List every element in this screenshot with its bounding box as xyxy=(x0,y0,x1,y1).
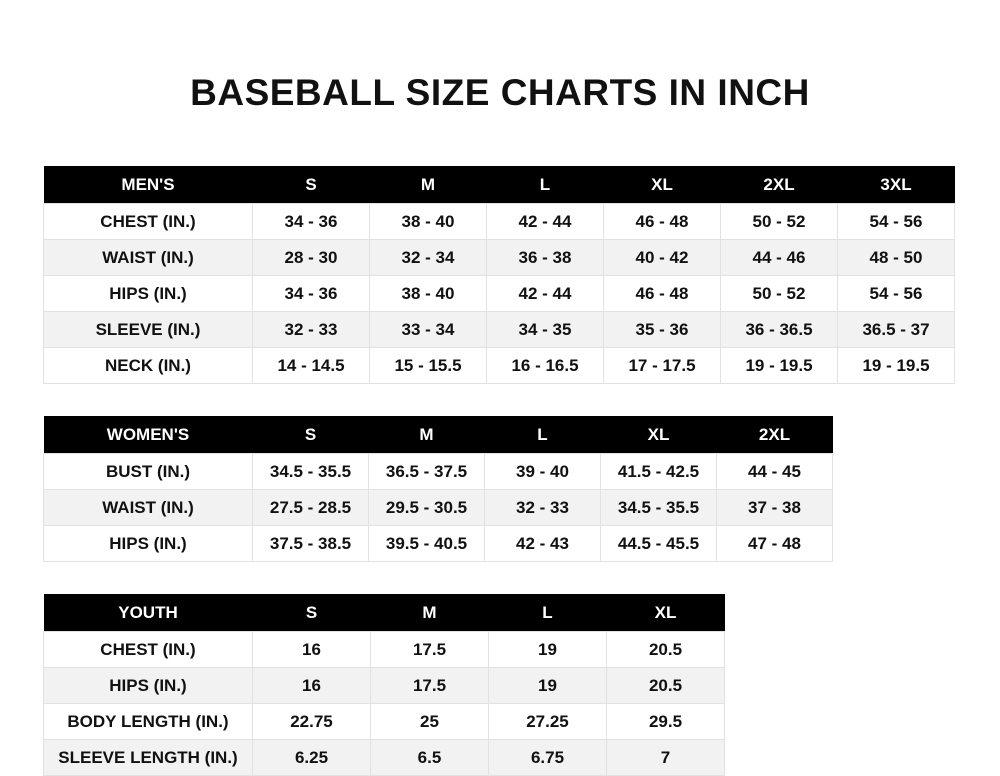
cell-value: 20.5 xyxy=(607,632,725,668)
cell-value: 42 - 44 xyxy=(487,276,604,312)
cell-value: 7 xyxy=(607,740,725,776)
youth-table-body xyxy=(44,632,725,776)
cell-value: 27.25 xyxy=(489,704,607,740)
cell-value: 19 - 19.5 xyxy=(838,348,955,384)
cell-value: 34 - 35 xyxy=(487,312,604,348)
cell-value: 17.5 xyxy=(371,632,489,668)
row-label: CHEST (IN.) xyxy=(44,204,253,240)
table-header-row xyxy=(44,416,833,454)
cell-value: 44.5 - 45.5 xyxy=(601,526,717,562)
cell-value: 34.5 - 35.5 xyxy=(253,454,369,490)
cell-value: 44 - 45 xyxy=(717,454,833,490)
cell-value: 19 - 19.5 xyxy=(721,348,838,384)
womens-header-s: S xyxy=(253,416,369,454)
table-header-row xyxy=(44,166,955,204)
charts-container xyxy=(0,166,1000,776)
cell-value: 36.5 - 37.5 xyxy=(369,454,485,490)
cell-value: 34 - 36 xyxy=(253,204,370,240)
table-row xyxy=(44,204,955,240)
cell-value: 39.5 - 40.5 xyxy=(369,526,485,562)
cell-value: 6.75 xyxy=(489,740,607,776)
cell-value: 22.75 xyxy=(253,704,371,740)
page-title: BASEBALL SIZE CHARTS IN INCH xyxy=(190,72,810,113)
womens-header-l: L xyxy=(485,416,601,454)
cell-value: 15 - 15.5 xyxy=(370,348,487,384)
cell-value: 32 - 33 xyxy=(485,490,601,526)
youth-header-category: YOUTH xyxy=(44,594,253,632)
youth-header-s: S xyxy=(253,594,371,632)
cell-value: 29.5 - 30.5 xyxy=(369,490,485,526)
row-label: SLEEVE (IN.) xyxy=(44,312,253,348)
cell-value: 16 xyxy=(253,668,371,704)
mens-header-s: S xyxy=(253,166,370,204)
mens-size-table xyxy=(43,166,955,384)
womens-header-category: WOMEN'S xyxy=(44,416,253,454)
cell-value: 37.5 - 38.5 xyxy=(253,526,369,562)
cell-value: 19 xyxy=(489,668,607,704)
table-row xyxy=(44,526,833,562)
cell-value: 6.25 xyxy=(253,740,371,776)
womens-header-xl: XL xyxy=(601,416,717,454)
cell-value: 6.5 xyxy=(371,740,489,776)
cell-value: 41.5 - 42.5 xyxy=(601,454,717,490)
cell-value: 35 - 36 xyxy=(604,312,721,348)
cell-value: 46 - 48 xyxy=(604,276,721,312)
table-row xyxy=(44,490,833,526)
table-header-row xyxy=(44,594,725,632)
mens-header-l: L xyxy=(487,166,604,204)
table-row xyxy=(44,668,725,704)
mens-header-category: MEN'S xyxy=(44,166,253,204)
cell-value: 16 xyxy=(253,632,371,668)
cell-value: 32 - 34 xyxy=(370,240,487,276)
cell-value: 38 - 40 xyxy=(370,276,487,312)
row-label: HIPS (IN.) xyxy=(44,276,253,312)
cell-value: 17.5 xyxy=(371,668,489,704)
cell-value: 46 - 48 xyxy=(604,204,721,240)
youth-header-xl: XL xyxy=(607,594,725,632)
mens-header-3xl: 3XL xyxy=(838,166,955,204)
womens-header-m: M xyxy=(369,416,485,454)
cell-value: 19 xyxy=(489,632,607,668)
cell-value: 17 - 17.5 xyxy=(604,348,721,384)
row-label: HIPS (IN.) xyxy=(44,668,253,704)
table-row xyxy=(44,240,955,276)
womens-header-2xl: 2XL xyxy=(717,416,833,454)
row-label: CHEST (IN.) xyxy=(44,632,253,668)
table-row xyxy=(44,740,725,776)
table-spacer xyxy=(43,384,957,416)
youth-size-table xyxy=(43,594,725,776)
table-row xyxy=(44,348,955,384)
youth-table-header xyxy=(44,594,725,632)
cell-value: 32 - 33 xyxy=(253,312,370,348)
cell-value: 34.5 - 35.5 xyxy=(601,490,717,526)
cell-value: 48 - 50 xyxy=(838,240,955,276)
table-row xyxy=(44,704,725,740)
cell-value: 36 - 36.5 xyxy=(721,312,838,348)
cell-value: 42 - 44 xyxy=(487,204,604,240)
cell-value: 29.5 xyxy=(607,704,725,740)
cell-value: 40 - 42 xyxy=(604,240,721,276)
row-label: NECK (IN.) xyxy=(44,348,253,384)
youth-header-m: M xyxy=(371,594,489,632)
row-label: SLEEVE LENGTH (IN.) xyxy=(44,740,253,776)
cell-value: 36.5 - 37 xyxy=(838,312,955,348)
mens-header-m: M xyxy=(370,166,487,204)
womens-table-header xyxy=(44,416,833,454)
cell-value: 33 - 34 xyxy=(370,312,487,348)
cell-value: 47 - 48 xyxy=(717,526,833,562)
cell-value: 14 - 14.5 xyxy=(253,348,370,384)
cell-value: 37 - 38 xyxy=(717,490,833,526)
mens-table-body xyxy=(44,204,955,384)
cell-value: 34 - 36 xyxy=(253,276,370,312)
row-label: HIPS (IN.) xyxy=(44,526,253,562)
row-label: WAIST (IN.) xyxy=(44,240,253,276)
cell-value: 20.5 xyxy=(607,668,725,704)
cell-value: 27.5 - 28.5 xyxy=(253,490,369,526)
cell-value: 25 xyxy=(371,704,489,740)
mens-header-2xl: 2XL xyxy=(721,166,838,204)
mens-table-header xyxy=(44,166,955,204)
row-label: WAIST (IN.) xyxy=(44,490,253,526)
womens-size-table xyxy=(43,416,833,562)
table-row xyxy=(44,276,955,312)
cell-value: 50 - 52 xyxy=(721,204,838,240)
youth-header-l: L xyxy=(489,594,607,632)
cell-value: 44 - 46 xyxy=(721,240,838,276)
row-label: BODY LENGTH (IN.) xyxy=(44,704,253,740)
cell-value: 16 - 16.5 xyxy=(487,348,604,384)
cell-value: 42 - 43 xyxy=(485,526,601,562)
mens-header-xl: XL xyxy=(604,166,721,204)
cell-value: 36 - 38 xyxy=(487,240,604,276)
table-row xyxy=(44,632,725,668)
cell-value: 54 - 56 xyxy=(838,276,955,312)
cell-value: 54 - 56 xyxy=(838,204,955,240)
row-label: BUST (IN.) xyxy=(44,454,253,490)
table-row xyxy=(44,454,833,490)
table-row xyxy=(44,312,955,348)
cell-value: 38 - 40 xyxy=(370,204,487,240)
table-spacer xyxy=(43,562,957,594)
cell-value: 50 - 52 xyxy=(721,276,838,312)
cell-value: 28 - 30 xyxy=(253,240,370,276)
cell-value: 39 - 40 xyxy=(485,454,601,490)
womens-table-body xyxy=(44,454,833,562)
